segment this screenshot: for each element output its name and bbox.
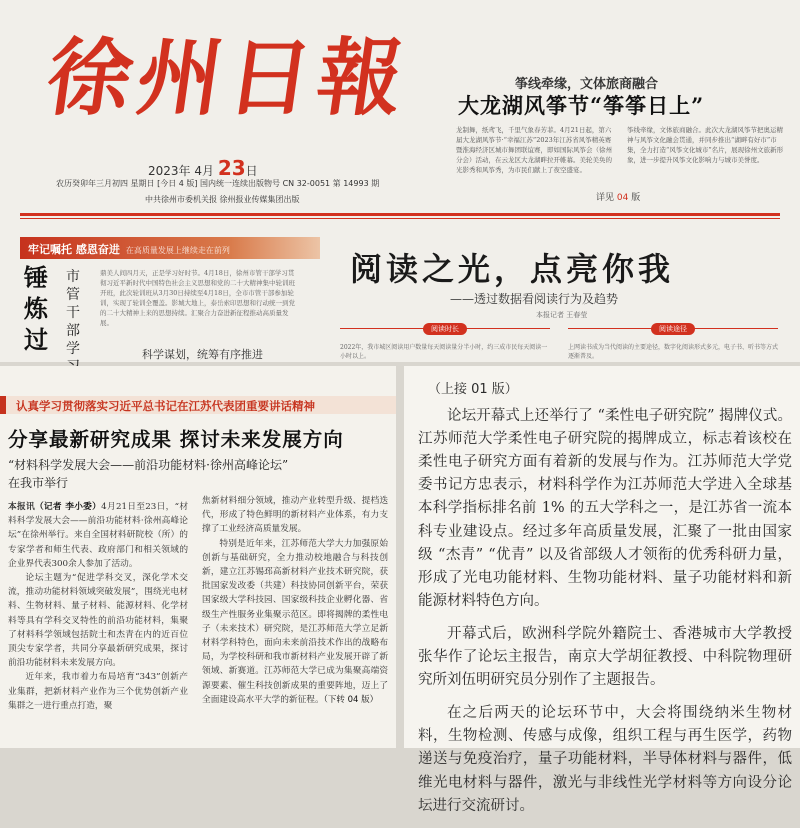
feature-banner	[20, 237, 320, 259]
reading-byline: 本报记者 王春莹	[536, 311, 588, 319]
article-headline: 分享最新研究成果 探讨未来发展方向	[8, 428, 344, 451]
promo-body-left: 龙制舞，纸鸢飞，千里气象春芳菲。4月21日起，第六届大龙湖风筝节·“幸福江苏”2023年江苏省风筝精英赛暨淮海经济区城市舞团联谊赛，即如国际风筝会（徐州分会）活动，在云龙区大龙湖畔拉开帷幕。美轮美奂的光影秀和风筝秀，为市民们献上了夜空盛宴。	[456, 126, 612, 174]
continued-article	[418, 378, 792, 828]
newspaper-logo: 徐州日報	[41, 28, 416, 127]
promo-more-suffix: 版	[628, 193, 641, 203]
promo-title: 大龙湖风筝节“筝筝日上”	[458, 93, 705, 118]
publisher-line: 中共徐州市委机关报 徐州报业传媒集团出版	[145, 195, 300, 204]
date-day: 23	[217, 156, 246, 180]
feature-vertical-subtitle: 市管干部学	[66, 269, 80, 357]
reporter-credit: （记者 李小委）	[34, 502, 102, 512]
masthead-divider-thin	[20, 218, 780, 219]
promo-body-right: 筝线牵缘，文体旅商融合。此次大龙湖风筝节把奥运精神与风筝文化融会贯通，并同步推出“湖畔有好市”市集，全力打造“风筝文化城市”名片，展现徐州文旅新形象，进一步提升风筝文化影响力与城市美誉度。	[627, 126, 784, 164]
promo-more-page: 04	[616, 193, 629, 203]
reading-sections	[340, 325, 780, 362]
continued-from-note	[418, 378, 792, 401]
promo-kicker: 筝线牵缘，文体旅商融合	[515, 77, 659, 92]
article-paragraph	[202, 537, 388, 707]
feature-banner-title: 牢记嘱托 感恩奋进	[28, 243, 120, 256]
column-banner-text: 认真学习贯彻落实习近平总书记在江苏代表团重要讲话精神	[16, 399, 315, 413]
article-subheadline-2: 在我市举行	[8, 476, 69, 490]
reading-section-channel	[568, 325, 779, 362]
promo-see-more	[596, 190, 640, 203]
feature-body: 鼎美人间四月天，正是学习好时节。4月18日，徐州市管干部学习贯彻习近平新时代中国特色社会主义思想和党的二十大精神集中轮训班开班，此次轮训班从3月30日持续至4月18日，全市市管干部参加轮训，实现了轮训全覆盖。影城大地上，泰岳索印思想和行动统一到党的二十大精神上来的思想持续。汇聚合力奋进新征程推动高质量发展。	[100, 269, 295, 327]
reading-section-duration	[340, 325, 550, 362]
article-clipping-front	[0, 366, 396, 748]
feature-banner-sub: 在高质量发展上继续走在前列	[125, 246, 230, 255]
continued-p2: 开幕式后，欧洲科学院外籍院士、香港城市大学教授张华作了论坛主报告，南京大学胡征教授、中科院物理研究所刘伍明研究员分别作了主题报告。	[418, 625, 792, 689]
continued-from-text: （上接 01 版）	[428, 382, 518, 397]
article-paragraph	[8, 500, 188, 571]
article-subheadline: “材料科学发展大会——前沿功能材料·徐州高峰论坛”	[8, 458, 289, 472]
reading-headline: 阅读之光，点亮你我	[350, 250, 675, 288]
article-p1: 4月21日至23日，“材料科学发展大会——前沿功能材料·徐州高峰论坛”在徐州举行。来自全国材料研院校（所）的专家学者和师生代表、政府部门和相关领域的企业界代表300余人参加了活动。	[8, 502, 189, 569]
article-p4: 焦新材料细分领域，推动产业转型升级、提档迭代，形成了特色鲜明的新材料产业体系，有力支撑了工业经济高质量发展。	[202, 496, 388, 535]
column-banner	[0, 396, 396, 414]
issue-date	[148, 156, 258, 180]
feature-subheading: 科学谋划，统筹有序推进	[142, 348, 263, 361]
masthead-panel	[0, 0, 800, 362]
reading-section-text: 2022年，我市城区阅读用户数量每天阅读量分半小时，约三成市民每天阅读一小时以上。	[340, 344, 548, 360]
reading-section-label: 阅读途径	[651, 323, 695, 335]
date-suffix: 日	[245, 164, 258, 178]
continued-note: （下转 04 版）	[323, 694, 379, 705]
article-p5: 特别是近年来，江苏师范大学大力加强原始创新与基础研究，全力推动校地融合与科技创新，建立江苏锡邳高新材料产业技术研究院，获批国家发改委（共建）科技协同创新平台，荣获国家级大学科技园、国家级科技企业孵化器、省级生产性服务业集聚示范区。即将揭牌的柔性电子（未来技术）研究院，是江苏师范大学立足新材料学科特色，面向未来前沿技术作出的战略布局，为学校科研和我市新材料产业发展开辟了新领域、新赛道。江苏师范大学已成为集聚高端资源要素、催生科技创新成果的重要阵地，迈上了全面建设高水平大学的新征程。	[202, 538, 388, 705]
masthead-divider	[20, 213, 780, 216]
promo-more-prefix: 详见	[596, 193, 617, 203]
article-column-1	[8, 500, 188, 748]
issue-meta: 农历癸卯年三月初四 星期日 [今日 4 版] 国内统一连续出版物号 CN 32-0051 第 14993 期	[56, 179, 380, 188]
reading-subtitle: ——透过数据看阅读行为及趋势	[450, 292, 619, 306]
continued-p3: 在之后两天的论坛环节中，大会将围绕纳米生物材料，生物检测、传感与成像，组织工程与再生医学，药物递送与免疫治疗，量子功能材料，半导体材料与器件，低维光电材料与器件，激光与非线性光学材料等方向设分论坛进行交流研讨。	[418, 705, 792, 814]
feature-vertical-title: 锤炼过	[24, 263, 48, 354]
article-p3: 近年来，我市着力布局培育“343”创新产业集群，把新材料产业作为三个优势创新产业集群之一进行重点打造，聚	[8, 672, 188, 711]
date-prefix: 2023年 4月	[148, 164, 218, 178]
promo-body	[456, 125, 786, 177]
continued-p1: 论坛开幕式上还举行了 “柔性电子研究院” 揭牌仪式。江苏师范大学柔性电子研究院的揭牌成立，标志着该校在柔性电子研究方面有着新的发展与作为。江苏师范大学党委书记方忠表示，材料科学作为江苏师范大学进入全球基本科学指标排名前 1% 的五大学科之一，是江苏省一流本科专业建设点。经过多年高质量发展，汇聚了一批由国家级 “杰青” “优青” 以及省部级人才领衔的优秀科研力量，形成了光电功能材料、生物功能材料、量子功能材料和新能源材料特色方向。	[418, 408, 792, 609]
article-column-2	[202, 494, 388, 742]
reading-section-label: 阅读时长	[423, 323, 467, 335]
article-p2: 论坛主题为“促进学科交叉，深化学术交流，推动功能材料领域突破发展”，围绕光电材料、生物材料、量子材料、能源材料、化学材料等具有学科交叉特性的前沿功能材料，集聚了材料科学领域包括院士和杰青在内的近百位顶尖专家学者，共同分享最新研究成果，探讨前沿功能材料未来发展方向。	[8, 573, 188, 669]
article-clipping-continued	[404, 366, 800, 814]
reading-section-text: 上网读书成为当代阅读的主要途径，数字化阅读形式多元，电子书、听书等方式逐渐普及。	[568, 344, 779, 360]
news-tag: 本报讯	[8, 502, 35, 512]
